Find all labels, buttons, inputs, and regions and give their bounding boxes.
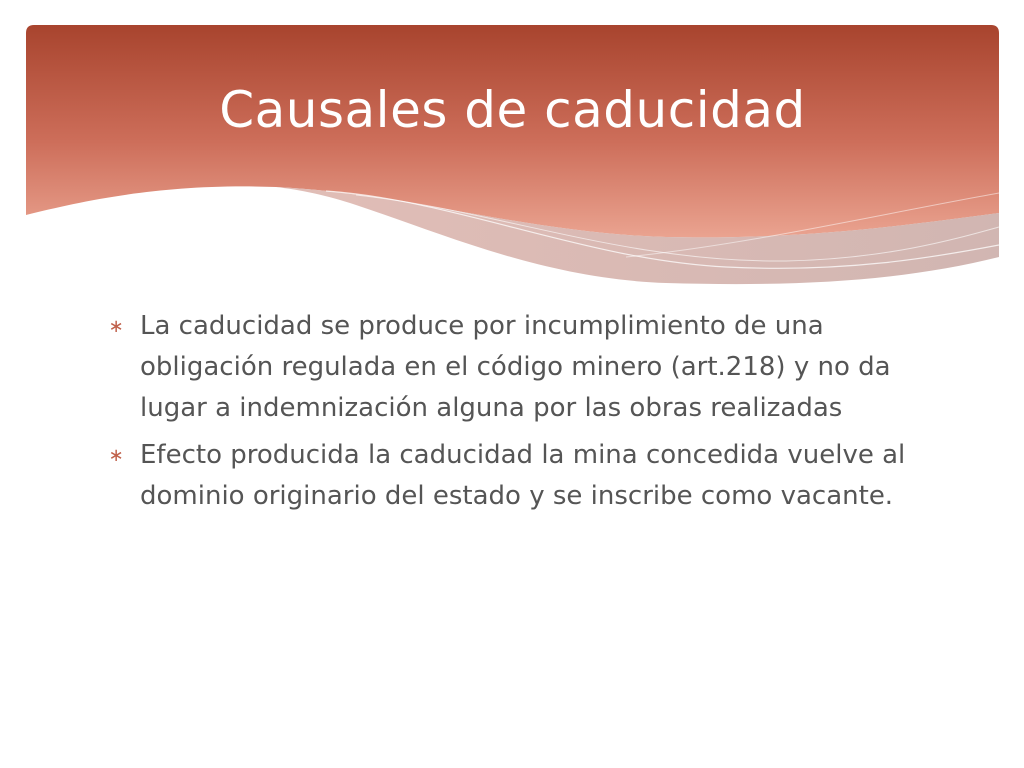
title-header-band <box>26 25 999 287</box>
bullet-list <box>104 306 924 523</box>
asterisk-bullet-icon: ∗ <box>108 316 124 337</box>
asterisk-bullet-icon: ∗ <box>108 445 124 466</box>
bullet-item <box>104 435 924 517</box>
bullet-text: Efecto producida la caducidad la mina concedida vuelve al dominio originario del estado y se inscribe como vacante. <box>140 440 906 511</box>
slide-title: Causales de caducidad <box>219 81 806 139</box>
bullet-item <box>104 306 924 429</box>
header-wave-graphic <box>26 25 999 287</box>
bullet-text: La caducidad se produce por incumplimiento de una obligación regulada en el código minero (art.218) y no da lugar a indemnización alguna por las obras realizadas <box>140 311 891 423</box>
